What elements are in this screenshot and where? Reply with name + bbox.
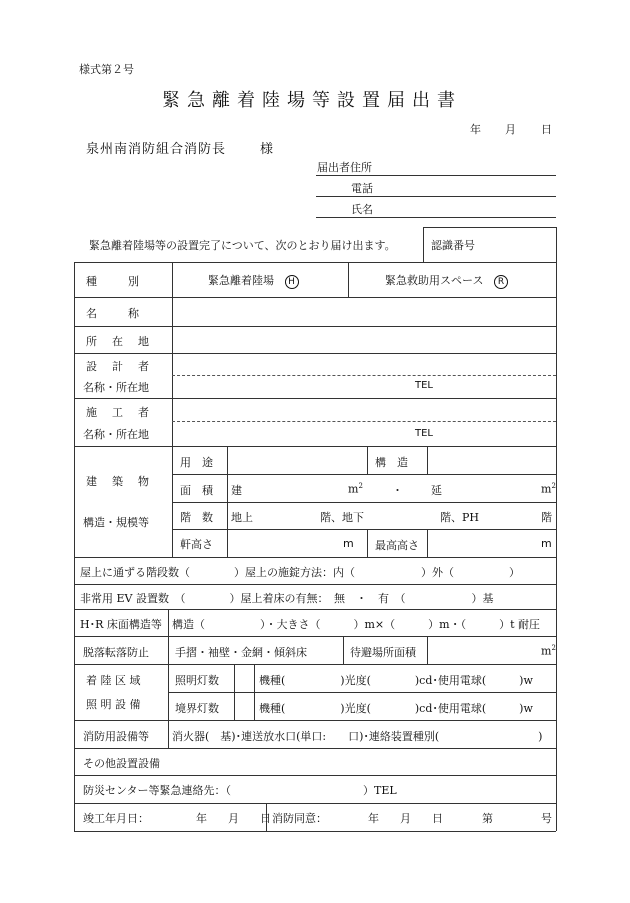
applicant-address-label: 届出者住所 bbox=[317, 161, 372, 174]
max-height-unit: m bbox=[541, 537, 552, 550]
other-label: その他設置設備 bbox=[83, 757, 160, 770]
date-month: 月 bbox=[505, 123, 516, 136]
hr-text: 構造（ ）・大きさ（ ）m×（ ）m・（ ）t 耐圧 bbox=[172, 618, 540, 631]
area-unit-b: $m^2$ bbox=[541, 482, 556, 496]
light-lamp-text: 機種( )光度( )cd･使用電球( )w bbox=[259, 674, 533, 687]
border-lamp-text: 機種( )光度( )cd･使用電球( )w bbox=[259, 702, 533, 715]
area-unit-a: $m^2$ bbox=[348, 482, 363, 496]
evac-label: 待避場所面積 bbox=[350, 646, 416, 659]
area-dot: ・ bbox=[392, 484, 403, 497]
lighting-sublabel: 照 明 設 備 bbox=[86, 698, 141, 711]
name-label: 名 称 bbox=[86, 307, 142, 320]
form-number: 様式第２号 bbox=[79, 63, 134, 76]
type-rescue-label: 緊急救助用スペース bbox=[385, 274, 484, 287]
recipient: 泉州南消防組合消防長 bbox=[86, 142, 227, 157]
area-label: 面 積 bbox=[180, 484, 213, 497]
fire-label: 消防用設備等 bbox=[83, 730, 149, 743]
type-helipad-label: 緊急離着陸場 bbox=[208, 274, 274, 287]
applicant-name-label: 氏名 bbox=[351, 203, 373, 216]
center-text: 防災センター等緊急連絡先：（ ）TEL bbox=[83, 784, 397, 797]
floors-above: 地上 bbox=[231, 511, 253, 524]
structure-label: 構 造 bbox=[375, 456, 408, 469]
page-title: 緊急離着陸場等設置届出書 bbox=[162, 90, 462, 111]
date-year: 年 bbox=[470, 123, 481, 136]
fire-text: 消火器( 基)･連送放水口(単口: 口)･連絡装置種別( ) bbox=[172, 730, 543, 743]
consent-date: 年 月 日 bbox=[368, 812, 448, 825]
designer-label: 設 計 者 bbox=[86, 360, 151, 373]
use-label: 用 途 bbox=[180, 456, 213, 469]
cert-label: 認識番号 bbox=[431, 239, 475, 252]
ev-row: 非常用 EV 設置数 （ ）屋上着床の有無： 無 ・ 有 （ ）基 bbox=[80, 592, 494, 605]
light-lamp-label: 照明灯数 bbox=[175, 674, 219, 687]
eave-label: 軒高さ bbox=[180, 538, 213, 551]
area-building: 建 bbox=[231, 484, 242, 497]
helipad-mark-icon: H bbox=[285, 275, 299, 289]
location-label: 所 在 地 bbox=[86, 335, 151, 348]
applicant-phone-label: 電話 bbox=[351, 182, 373, 195]
floors-ph: 階、PH bbox=[440, 511, 479, 524]
date-day: 日 bbox=[541, 123, 552, 136]
type-rescue[interactable] bbox=[385, 272, 508, 289]
applicant-name-line bbox=[316, 217, 556, 218]
type-helipad[interactable] bbox=[208, 272, 299, 289]
completion-label: 竣工年月日： bbox=[83, 812, 149, 825]
rescue-mark-icon: R bbox=[494, 275, 508, 289]
lighting-label: 着 陸 区 域 bbox=[86, 674, 141, 687]
floors-below: 階、地下 bbox=[320, 511, 364, 524]
eave-unit: m bbox=[343, 537, 354, 550]
building-sublabel: 構造・規模等 bbox=[83, 516, 149, 529]
fall-text: 手摺・袖壁・金網・傾斜床 bbox=[175, 646, 307, 659]
honorific: 様 bbox=[260, 142, 274, 157]
applicant-phone-line bbox=[316, 196, 556, 197]
border-lamp-label: 境界灯数 bbox=[175, 702, 219, 715]
area-total: 延 bbox=[431, 484, 442, 497]
evac-unit: $m^2$ bbox=[541, 644, 556, 658]
builder-sublabel: 名称・所在地 bbox=[83, 428, 149, 441]
completion-date: 年 月 日 bbox=[196, 812, 276, 825]
building-label: 建 築 物 bbox=[86, 475, 151, 488]
consent-no-a: 第 bbox=[482, 812, 493, 825]
designer-sublabel: 名称・所在地 bbox=[83, 381, 149, 394]
intro-text: 緊急離着陸場等の設置完了について、次のとおり届け出ます。 bbox=[89, 239, 396, 252]
hr-label: H･R 床面構造等 bbox=[80, 618, 162, 631]
consent-no-b: 号 bbox=[541, 812, 552, 825]
fall-label: 脱落転落防止 bbox=[83, 646, 149, 659]
stairs-row: 屋上に通ずる階段数（ ）屋上の施錠方法：内（ ）外（ ） bbox=[80, 566, 520, 579]
designer-tel: TEL bbox=[415, 380, 433, 391]
consent-label: 消防同意： bbox=[272, 812, 327, 825]
floors-end: 階 bbox=[541, 511, 552, 524]
builder-tel: TEL bbox=[415, 428, 433, 439]
type-label: 種 別 bbox=[86, 275, 142, 288]
applicant-address-line bbox=[316, 175, 556, 176]
builder-label: 施 工 者 bbox=[86, 406, 151, 419]
max-height-label: 最高高さ bbox=[375, 539, 419, 552]
floors-label: 階 数 bbox=[180, 511, 213, 524]
